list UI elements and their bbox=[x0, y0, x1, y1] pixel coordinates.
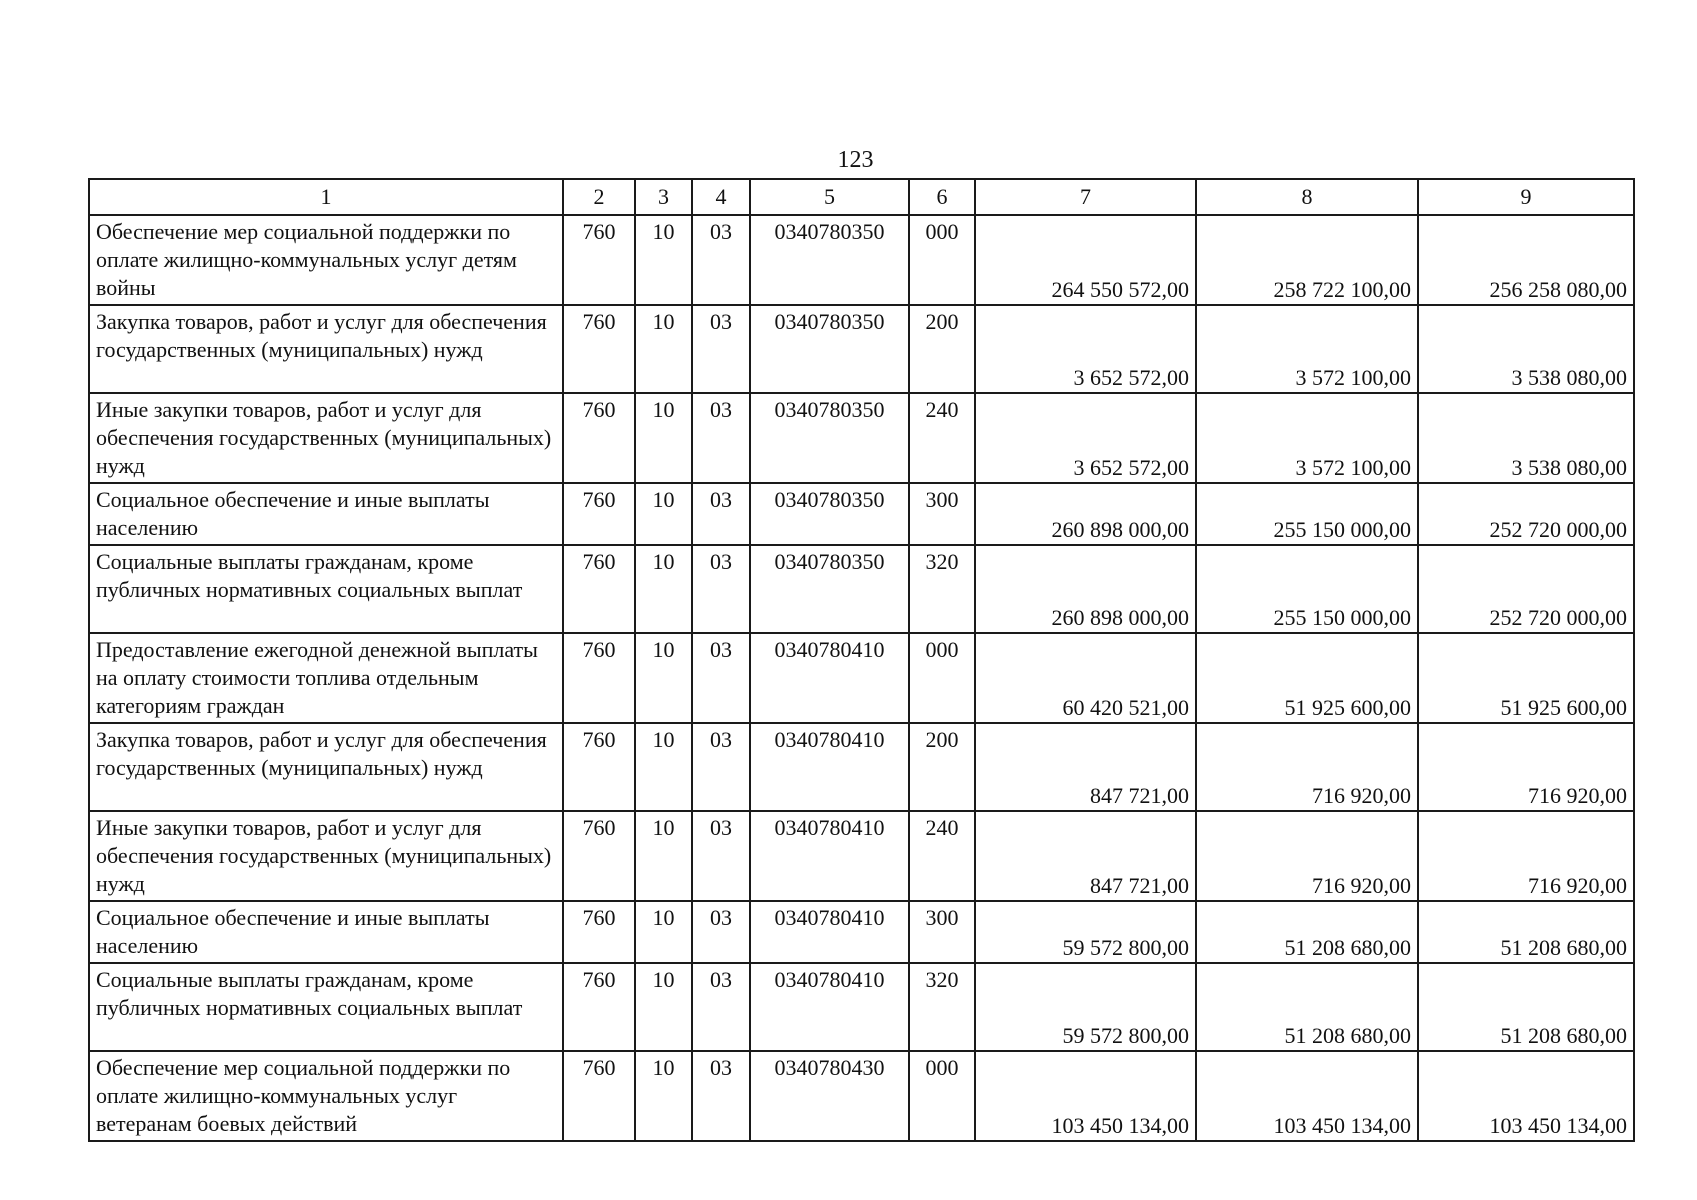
table-row bbox=[89, 305, 1634, 393]
table-row bbox=[89, 1051, 1634, 1141]
cell-col5: 0340780410 bbox=[750, 811, 909, 901]
row-name: Предоставление ежегодной денежной выплаты на оплату стоимости топлива отдельным категориям граждан bbox=[89, 633, 563, 723]
cell-col2: 760 bbox=[563, 393, 635, 483]
cell-col6: 300 bbox=[909, 483, 975, 545]
cell-col8: 3 572 100,00 bbox=[1196, 393, 1418, 483]
cell-col7: 3 652 572,00 bbox=[975, 393, 1196, 483]
column-header: 7 bbox=[975, 179, 1196, 215]
cell-col9: 3 538 080,00 bbox=[1418, 305, 1634, 393]
cell-col7: 260 898 000,00 bbox=[975, 483, 1196, 545]
cell-col9: 51 208 680,00 bbox=[1418, 963, 1634, 1051]
page-number: 123 bbox=[837, 147, 874, 173]
cell-col9: 252 720 000,00 bbox=[1418, 483, 1634, 545]
cell-col5: 0340780410 bbox=[750, 901, 909, 963]
cell-col8: 51 925 600,00 bbox=[1196, 633, 1418, 723]
cell-col6: 000 bbox=[909, 215, 975, 305]
cell-col6: 200 bbox=[909, 723, 975, 811]
cell-col6: 300 bbox=[909, 901, 975, 963]
row-name: Закупка товаров, работ и услуг для обеспечения государственных (муниципальных) нужд bbox=[89, 723, 563, 811]
cell-col8: 51 208 680,00 bbox=[1196, 963, 1418, 1051]
cell-col5: 0340780410 bbox=[750, 963, 909, 1051]
cell-col3: 10 bbox=[635, 963, 692, 1051]
table-row bbox=[89, 901, 1634, 963]
row-name: Обеспечение мер социальной поддержки по оплате жилищно-коммунальных услуг детям войны bbox=[89, 215, 563, 305]
cell-col5: 0340780410 bbox=[750, 633, 909, 723]
budget-table bbox=[88, 178, 1635, 1142]
cell-col5: 0340780350 bbox=[750, 483, 909, 545]
cell-col3: 10 bbox=[635, 723, 692, 811]
cell-col7: 264 550 572,00 bbox=[975, 215, 1196, 305]
cell-col6: 320 bbox=[909, 545, 975, 633]
table-row bbox=[89, 963, 1634, 1051]
cell-col8: 716 920,00 bbox=[1196, 811, 1418, 901]
cell-col8: 51 208 680,00 bbox=[1196, 901, 1418, 963]
cell-col5: 0340780350 bbox=[750, 215, 909, 305]
cell-col7: 59 572 800,00 bbox=[975, 901, 1196, 963]
cell-col3: 10 bbox=[635, 1051, 692, 1141]
cell-col7: 260 898 000,00 bbox=[975, 545, 1196, 633]
cell-col2: 760 bbox=[563, 545, 635, 633]
cell-col8: 3 572 100,00 bbox=[1196, 305, 1418, 393]
cell-col4: 03 bbox=[692, 215, 750, 305]
table-row bbox=[89, 393, 1634, 483]
cell-col2: 760 bbox=[563, 215, 635, 305]
row-name: Социальное обеспечение и иные выплаты населению bbox=[89, 483, 563, 545]
cell-col9: 51 925 600,00 bbox=[1418, 633, 1634, 723]
cell-col5: 0340780430 bbox=[750, 1051, 909, 1141]
row-name: Социальные выплаты гражданам, кроме публичных нормативных социальных выплат bbox=[89, 545, 563, 633]
cell-col9: 256 258 080,00 bbox=[1418, 215, 1634, 305]
cell-col4: 03 bbox=[692, 483, 750, 545]
cell-col3: 10 bbox=[635, 811, 692, 901]
cell-col2: 760 bbox=[563, 963, 635, 1051]
cell-col3: 10 bbox=[635, 305, 692, 393]
column-header: 6 bbox=[909, 179, 975, 215]
cell-col5: 0340780350 bbox=[750, 305, 909, 393]
column-header: 5 bbox=[750, 179, 909, 215]
table-row bbox=[89, 633, 1634, 723]
row-name: Иные закупки товаров, работ и услуг для обеспечения государственных (муниципальных) нужд bbox=[89, 811, 563, 901]
cell-col3: 10 bbox=[635, 545, 692, 633]
table-row bbox=[89, 545, 1634, 633]
cell-col2: 760 bbox=[563, 483, 635, 545]
cell-col8: 716 920,00 bbox=[1196, 723, 1418, 811]
row-name: Закупка товаров, работ и услуг для обеспечения государственных (муниципальных) нужд bbox=[89, 305, 563, 393]
column-header: 9 bbox=[1418, 179, 1634, 215]
cell-col3: 10 bbox=[635, 393, 692, 483]
cell-col4: 03 bbox=[692, 1051, 750, 1141]
cell-col3: 10 bbox=[635, 483, 692, 545]
column-header: 8 bbox=[1196, 179, 1418, 215]
column-header: 2 bbox=[563, 179, 635, 215]
cell-col4: 03 bbox=[692, 305, 750, 393]
header-row bbox=[89, 179, 1634, 215]
table-row bbox=[89, 723, 1634, 811]
cell-col2: 760 bbox=[563, 901, 635, 963]
row-name: Социальные выплаты гражданам, кроме публичных нормативных социальных выплат bbox=[89, 963, 563, 1051]
cell-col6: 240 bbox=[909, 811, 975, 901]
cell-col9: 103 450 134,00 bbox=[1418, 1051, 1634, 1141]
cell-col7: 59 572 800,00 bbox=[975, 963, 1196, 1051]
cell-col3: 10 bbox=[635, 215, 692, 305]
cell-col2: 760 bbox=[563, 811, 635, 901]
cell-col4: 03 bbox=[692, 811, 750, 901]
cell-col5: 0340780350 bbox=[750, 393, 909, 483]
cell-col9: 716 920,00 bbox=[1418, 723, 1634, 811]
table-row bbox=[89, 483, 1634, 545]
cell-col7: 60 420 521,00 bbox=[975, 633, 1196, 723]
cell-col3: 10 bbox=[635, 901, 692, 963]
table-row bbox=[89, 811, 1634, 901]
column-header: 1 bbox=[89, 179, 563, 215]
row-name: Социальное обеспечение и иные выплаты населению bbox=[89, 901, 563, 963]
cell-col7: 847 721,00 bbox=[975, 723, 1196, 811]
cell-col4: 03 bbox=[692, 901, 750, 963]
cell-col3: 10 bbox=[635, 633, 692, 723]
table-row bbox=[89, 215, 1634, 305]
cell-col8: 255 150 000,00 bbox=[1196, 545, 1418, 633]
cell-col4: 03 bbox=[692, 545, 750, 633]
cell-col6: 200 bbox=[909, 305, 975, 393]
cell-col9: 716 920,00 bbox=[1418, 811, 1634, 901]
column-header: 4 bbox=[692, 179, 750, 215]
cell-col2: 760 bbox=[563, 723, 635, 811]
column-header: 3 bbox=[635, 179, 692, 215]
cell-col6: 320 bbox=[909, 963, 975, 1051]
cell-col5: 0340780350 bbox=[750, 545, 909, 633]
row-name: Иные закупки товаров, работ и услуг для обеспечения государственных (муниципальных) нужд bbox=[89, 393, 563, 483]
cell-col8: 103 450 134,00 bbox=[1196, 1051, 1418, 1141]
cell-col7: 103 450 134,00 bbox=[975, 1051, 1196, 1141]
cell-col9: 51 208 680,00 bbox=[1418, 901, 1634, 963]
cell-col8: 258 722 100,00 bbox=[1196, 215, 1418, 305]
cell-col8: 255 150 000,00 bbox=[1196, 483, 1418, 545]
cell-col4: 03 bbox=[692, 963, 750, 1051]
cell-col2: 760 bbox=[563, 1051, 635, 1141]
row-name: Обеспечение мер социальной поддержки по оплате жилищно-коммунальных услуг ветеранам боевых действий bbox=[89, 1051, 563, 1141]
cell-col7: 847 721,00 bbox=[975, 811, 1196, 901]
cell-col4: 03 bbox=[692, 393, 750, 483]
cell-col4: 03 bbox=[692, 723, 750, 811]
cell-col2: 760 bbox=[563, 633, 635, 723]
cell-col9: 252 720 000,00 bbox=[1418, 545, 1634, 633]
cell-col6: 000 bbox=[909, 633, 975, 723]
cell-col5: 0340780410 bbox=[750, 723, 909, 811]
cell-col2: 760 bbox=[563, 305, 635, 393]
cell-col6: 000 bbox=[909, 1051, 975, 1141]
cell-col6: 240 bbox=[909, 393, 975, 483]
cell-col4: 03 bbox=[692, 633, 750, 723]
cell-col9: 3 538 080,00 bbox=[1418, 393, 1634, 483]
cell-col7: 3 652 572,00 bbox=[975, 305, 1196, 393]
